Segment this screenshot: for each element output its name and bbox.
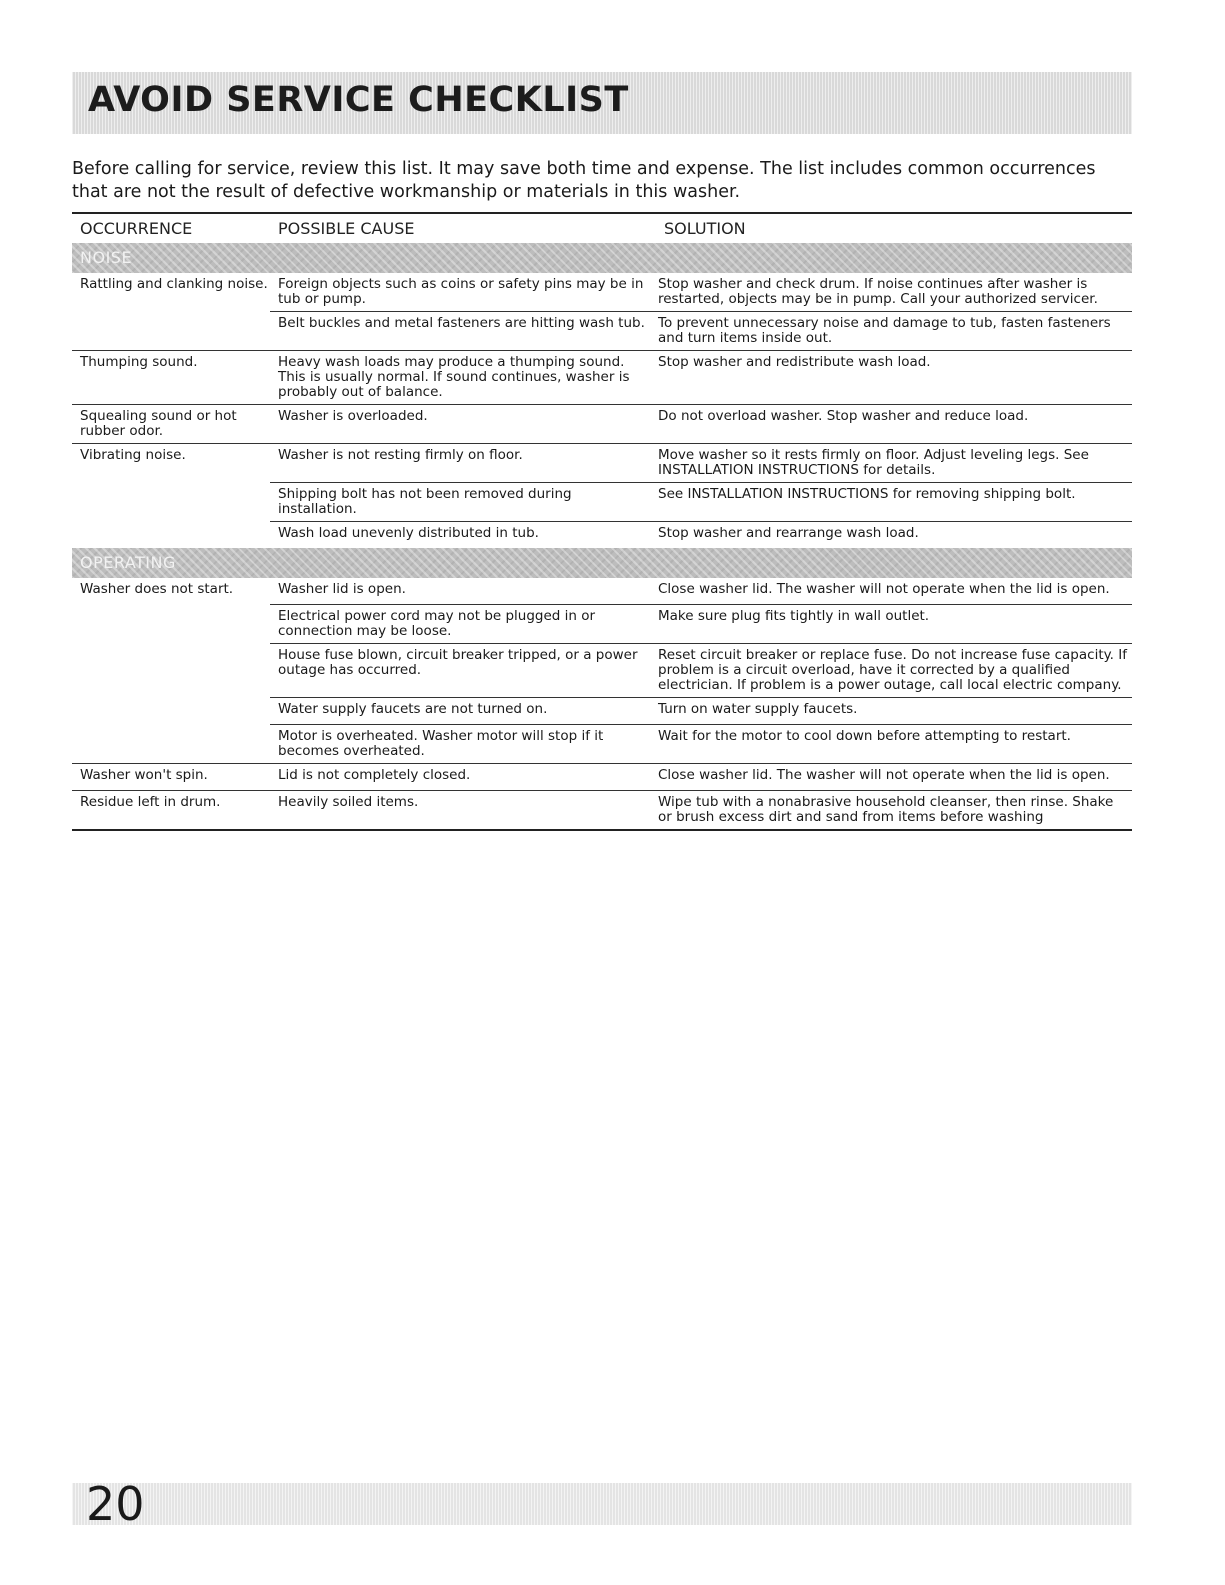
checklist-table bbox=[72, 212, 1132, 831]
cause-solution-pair bbox=[270, 405, 1132, 431]
table-row bbox=[72, 578, 1132, 763]
table-row bbox=[72, 404, 1132, 443]
occurrence-cell: Rattling and clanking noise. bbox=[80, 276, 268, 292]
cause-solution-pair bbox=[270, 351, 1132, 404]
occurrence-cell: Thumping sound. bbox=[80, 354, 198, 370]
header-occurrence: OCCURRENCE bbox=[80, 219, 193, 238]
solution-cell: See INSTALLATION INSTRUCTIONS for removing shipping bolt. bbox=[658, 486, 1076, 502]
cause-cell: Heavy wash loads may produce a thumping sound. This is usually normal. If sound continues, washer is probably out of balance. bbox=[278, 354, 630, 400]
cause-solution-pair bbox=[270, 521, 1132, 548]
cause-cell: Washer is overloaded. bbox=[278, 408, 428, 424]
table-header bbox=[72, 212, 1132, 243]
cause-cell: Washer is not resting firmly on floor. bbox=[278, 447, 523, 463]
cause-solution-group bbox=[270, 791, 1132, 829]
header-solution: SOLUTION bbox=[664, 219, 746, 238]
cause-cell: Wash load unevenly distributed in tub. bbox=[278, 525, 539, 541]
title-banner bbox=[72, 72, 1132, 134]
cause-solution-pair bbox=[270, 311, 1132, 350]
table-row bbox=[72, 790, 1132, 829]
cause-solution-pair bbox=[270, 724, 1132, 763]
header-possible-cause: POSSIBLE CAUSE bbox=[278, 219, 415, 238]
occurrence-cell: Squealing sound or hot rubber odor. bbox=[80, 408, 237, 439]
table-row bbox=[72, 443, 1132, 548]
section-band-noise bbox=[72, 243, 1132, 273]
cause-solution-group bbox=[270, 444, 1132, 548]
cause-cell: Motor is overheated. Washer motor will stop if it becomes overheated. bbox=[278, 728, 604, 759]
solution-cell: Stop washer and check drum. If noise continues after washer is restarted, objects may be in pump. Call your authorized servicer. bbox=[658, 276, 1098, 307]
solution-cell: Close washer lid. The washer will not operate when the lid is open. bbox=[658, 581, 1110, 597]
table-row bbox=[72, 273, 1132, 350]
cause-cell: House fuse blown, circuit breaker tripped, or a power outage has occurred. bbox=[278, 647, 638, 678]
solution-cell: Wait for the motor to cool down before attempting to restart. bbox=[658, 728, 1071, 744]
cause-cell: Water supply faucets are not turned on. bbox=[278, 701, 548, 717]
cause-solution-group bbox=[270, 273, 1132, 350]
cause-cell: Electrical power cord may not be plugged in or connection may be loose. bbox=[278, 608, 596, 639]
cause-cell: Heavily soiled items. bbox=[278, 794, 419, 810]
solution-cell: Wipe tub with a nonabrasive household cleanser, then rinse. Shake or brush excess dirt and sand from items before washing bbox=[658, 794, 1114, 825]
solution-cell: Turn on water supply faucets. bbox=[658, 701, 858, 717]
cause-solution-pair bbox=[270, 643, 1132, 697]
cause-solution-pair bbox=[270, 604, 1132, 643]
cause-solution-pair bbox=[270, 697, 1132, 724]
solution-cell: Make sure plug fits tightly in wall outlet. bbox=[658, 608, 930, 624]
cause-cell: Foreign objects such as coins or safety pins may be in tub or pump. bbox=[278, 276, 644, 307]
solution-cell: Reset circuit breaker or replace fuse. Do not increase fuse capacity. If problem is a circuit overload, have it corrected by a qualified electrician. If problem is a power outage, call local electric company. bbox=[658, 647, 1127, 693]
cause-solution-pair bbox=[270, 578, 1132, 604]
cause-solution-pair bbox=[270, 764, 1132, 790]
cause-cell: Shipping bolt has not been removed during installation. bbox=[278, 486, 572, 517]
section-band-operating bbox=[72, 548, 1132, 578]
solution-cell: Stop washer and redistribute wash load. bbox=[658, 354, 931, 370]
cause-solution-pair bbox=[270, 273, 1132, 311]
cause-cell: Lid is not completely closed. bbox=[278, 767, 471, 783]
cause-solution-group bbox=[270, 578, 1132, 763]
section-label: NOISE bbox=[80, 248, 133, 267]
cause-solution-group bbox=[270, 405, 1132, 443]
cause-solution-group bbox=[270, 764, 1132, 790]
cause-solution-pair bbox=[270, 791, 1132, 829]
section-label: OPERATING bbox=[80, 553, 176, 572]
occurrence-cell: Residue left in drum. bbox=[80, 794, 221, 810]
page-number: 20 bbox=[86, 1477, 145, 1531]
table-row bbox=[72, 350, 1132, 404]
table-bottom-rule bbox=[72, 829, 1132, 831]
cause-solution-pair bbox=[270, 482, 1132, 521]
table-row bbox=[72, 763, 1132, 790]
solution-cell: Move washer so it rests firmly on floor. Adjust leveling legs. See INSTALLATION INSTRUCTIONS for details. bbox=[658, 447, 1089, 478]
cause-solution-pair bbox=[270, 444, 1132, 482]
page-title: AVOID SERVICE CHECKLIST bbox=[88, 80, 629, 120]
occurrence-cell: Washer does not start. bbox=[80, 581, 234, 597]
occurrence-cell: Washer won't spin. bbox=[80, 767, 208, 783]
solution-cell: Do not overload washer. Stop washer and reduce load. bbox=[658, 408, 1029, 424]
solution-cell: To prevent unnecessary noise and damage to tub, fasten fasteners and turn items inside out. bbox=[658, 315, 1111, 346]
occurrence-cell: Vibrating noise. bbox=[80, 447, 186, 463]
cause-cell: Washer lid is open. bbox=[278, 581, 406, 597]
intro-paragraph: Before calling for service, review this list. It may save both time and expense. The list includes common occurrences that are not the result of defective workmanship or materials in this washer. bbox=[72, 159, 1096, 202]
cause-cell: Belt buckles and metal fasteners are hitting wash tub. bbox=[278, 315, 645, 331]
solution-cell: Stop washer and rearrange wash load. bbox=[658, 525, 919, 541]
footer-band bbox=[72, 1477, 1132, 1531]
solution-cell: Close washer lid. The washer will not operate when the lid is open. bbox=[658, 767, 1110, 783]
cause-solution-group bbox=[270, 351, 1132, 404]
